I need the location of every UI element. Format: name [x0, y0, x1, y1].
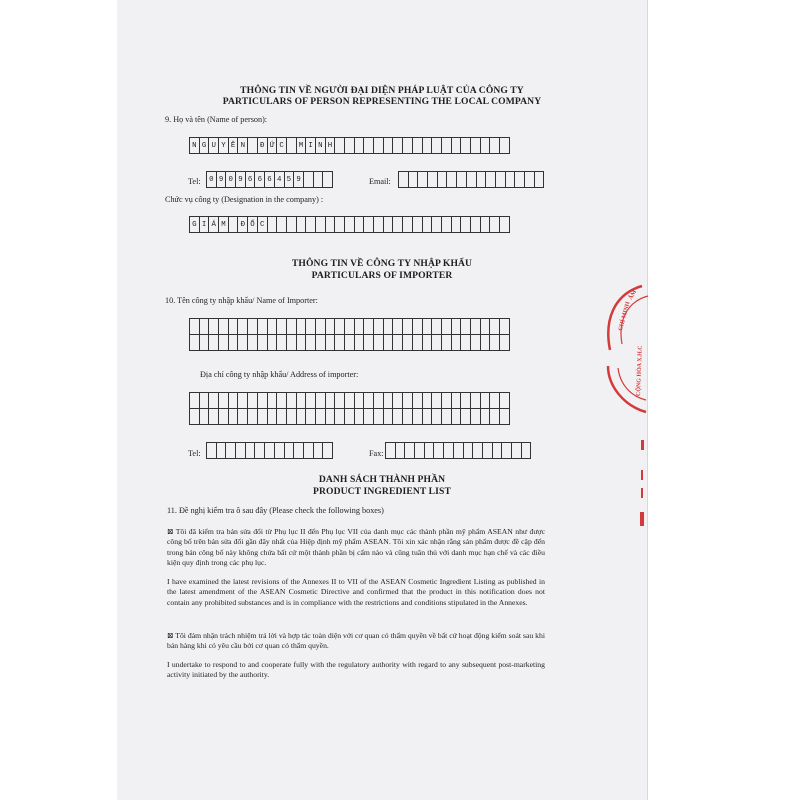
- name-char-cell[interactable]: Ê: [228, 137, 239, 154]
- representative-title-en: PARTICULARS OF PERSON REPRESENTING THE LOCAL COMPANY: [222, 96, 542, 107]
- tel-char-cell[interactable]: 9: [293, 171, 304, 188]
- checkbox-statement-2-vi[interactable]: ⊠ Tôi đảm nhận trách nhiệm trả lời và hợp tác toàn diện với cơ quan có thẩm quyền về bất cứ hoạt động kiểm soát sau khi bán hàng khi có yêu cầu bởi cơ quan có thẩm quyền.: [167, 631, 545, 651]
- stamp-right-marks: [638, 440, 648, 530]
- email-char-cell[interactable]: [534, 171, 545, 188]
- name-char-cell[interactable]: C: [276, 137, 287, 154]
- checkbox-statement-1-vi[interactable]: ⊠ Tôi đã kiểm tra bản sửa đổi từ Phụ lục II đến Phụ lục VII của danh mục các thành phần mỹ phẩm ASEAN như được công bố trên bản sửa đổi gần đây nhất của Hiệp định mỹ phẩm ASEAN. Tôi xin xác nhận rằng sản phẩm được đề cập đến trong bản công bố này không chứa bất cứ một thành phần bị cấm nào và cũng tuân thủ với danh mục hạn chế và các điều kiện quy định trong các phụ lục.: [167, 527, 545, 567]
- name-char-cell[interactable]: N: [315, 137, 326, 154]
- tel-char-cell[interactable]: 0: [225, 171, 236, 188]
- document-page: [117, 0, 647, 800]
- importer-name-field-row-2[interactable]: [189, 334, 510, 351]
- name-char-cell[interactable]: G: [199, 137, 210, 154]
- importer-tel-label: Tel:: [188, 449, 201, 458]
- tel-char-cell[interactable]: 9: [235, 171, 246, 188]
- ingredients-title-en: PRODUCT INGREDIENT LIST: [313, 486, 451, 497]
- designation-char-cell[interactable]: Ố: [247, 216, 258, 233]
- designation-char-cell[interactable]: [499, 216, 510, 233]
- importer-name-field-row-1[interactable]: [189, 318, 510, 335]
- stamp-text-b: CỘNG HÒA X.H.C: [636, 345, 644, 397]
- designation-char-cell[interactable]: C: [257, 216, 268, 233]
- importer-address-field-row-1[interactable]: [189, 392, 510, 409]
- email-field[interactable]: [398, 171, 544, 188]
- tel-label: Tel:: [188, 177, 201, 186]
- designation-char-cell[interactable]: Á: [208, 216, 219, 233]
- person-name-field[interactable]: [189, 137, 510, 154]
- tel-char-cell[interactable]: 6: [245, 171, 256, 188]
- importer-fax-label: Fax:: [369, 449, 384, 458]
- ingredients-title-vi: DANH SÁCH THÀNH PHẦN: [318, 474, 446, 485]
- importer-tel-char-cell[interactable]: [322, 442, 333, 459]
- name-char-cell[interactable]: Đ: [257, 137, 268, 154]
- designation-field[interactable]: [189, 216, 510, 233]
- importer-title-en: PARTICULARS OF IMPORTER: [311, 270, 453, 281]
- tel-field[interactable]: [206, 171, 333, 188]
- importer-fax-char-cell[interactable]: [521, 442, 532, 459]
- name-char-cell[interactable]: N: [189, 137, 200, 154]
- importer-address-char-cell[interactable]: [499, 392, 510, 409]
- importer-address-field-row-2[interactable]: [189, 408, 510, 425]
- importer-fax-field[interactable]: [385, 442, 531, 459]
- importer-title-vi: THÔNG TIN VỀ CÔNG TY NHẬP KHẨU: [291, 258, 473, 269]
- person-name-label: 9. Họ và tên (Name of person):: [165, 115, 268, 124]
- tel-char-cell[interactable]: 6: [264, 171, 275, 188]
- name-char-cell[interactable]: I: [305, 137, 316, 154]
- representative-title-vi: THÔNG TIN VỀ NGƯỜI ĐẠI DIỆN PHÁP LUẬT CỦA CÔNG TY: [240, 85, 524, 96]
- importer-tel-field[interactable]: [206, 442, 333, 459]
- importer-address-char-cell[interactable]: [499, 408, 510, 425]
- stamp-text-c: ÂM: [628, 289, 639, 301]
- importer-address-label: Địa chỉ công ty nhập khẩu/ Address of importer:: [200, 370, 359, 379]
- tel-char-cell[interactable]: [322, 171, 333, 188]
- designation-char-cell[interactable]: Đ: [237, 216, 248, 233]
- checkbox-statement-2-en: I undertake to respond to and cooperate fully with the regulatory authority with regard to any subsequent post-marketing activity initiated by the authority.: [167, 660, 545, 680]
- name-char-cell[interactable]: [499, 137, 510, 154]
- name-char-cell[interactable]: Ứ: [267, 137, 278, 154]
- stamp-text-a: CHÍ MINH: [618, 301, 632, 332]
- tel-char-cell[interactable]: 9: [216, 171, 227, 188]
- tel-char-cell[interactable]: 6: [254, 171, 265, 188]
- name-char-cell[interactable]: M: [296, 137, 307, 154]
- tel-char-cell[interactable]: 4: [274, 171, 285, 188]
- designation-char-cell[interactable]: M: [218, 216, 229, 233]
- ingredients-item-label: 11. Đề nghị kiểm tra ô sau đây (Please check the following boxes): [167, 506, 384, 515]
- email-label: Email:: [369, 177, 391, 186]
- stamp-seal-icon: [596, 278, 656, 418]
- importer-name-char-cell[interactable]: [499, 318, 510, 335]
- importer-name-label: 10. Tên công ty nhập khẩu/ Name of Importer:: [165, 296, 318, 305]
- company-stamp: [596, 278, 656, 418]
- importer-name-char-cell[interactable]: [499, 334, 510, 351]
- name-char-cell[interactable]: U: [208, 137, 219, 154]
- designation-char-cell[interactable]: I: [199, 216, 210, 233]
- name-char-cell[interactable]: N: [237, 137, 248, 154]
- designation-label: Chức vụ công ty (Designation in the company) :: [165, 195, 324, 204]
- name-char-cell[interactable]: Y: [218, 137, 229, 154]
- tel-char-cell[interactable]: 5: [284, 171, 295, 188]
- name-char-cell[interactable]: H: [325, 137, 336, 154]
- checkbox-statement-1-en: I have examined the latest revisions of the Annexes II to VII of the ASEAN Cosmetic Ingredient Listing as published in the latest amendment of the ASEAN Cosmetic Directive and confirmed that the product in this notification does not contain any prohibited substances and is in compliance with the restrictions and conditions stipulated in the Annexes.: [167, 577, 545, 607]
- designation-char-cell[interactable]: G: [189, 216, 200, 233]
- tel-char-cell[interactable]: 0: [206, 171, 217, 188]
